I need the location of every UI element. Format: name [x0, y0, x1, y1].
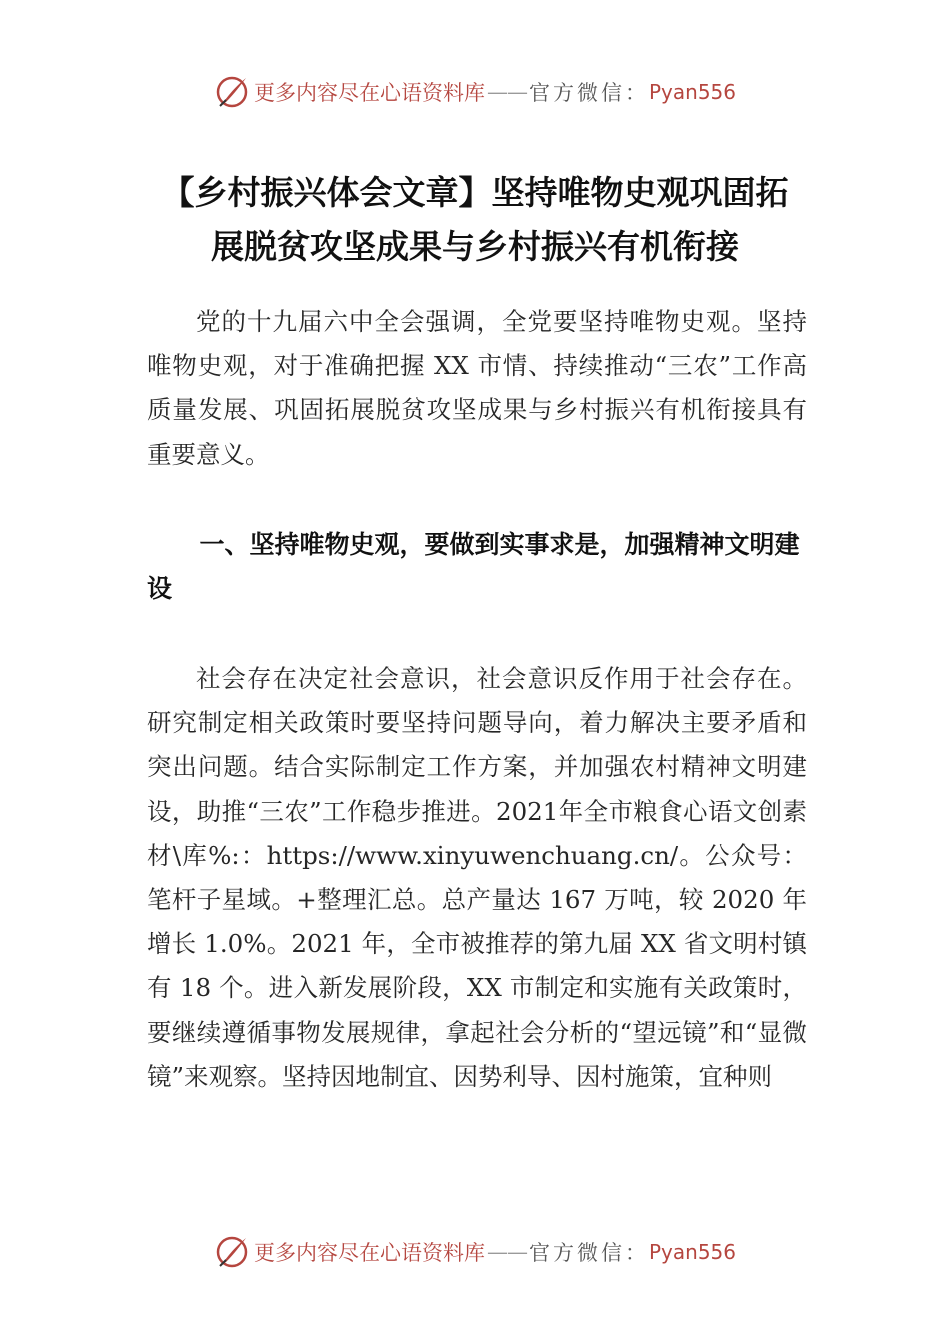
banner-wechat-label: 官方微信： [528, 81, 649, 105]
banner-wechat-id: Pyan556 [648, 1240, 736, 1264]
section-heading-1: 一、坚持唯物史观，要做到实事求是，加强精神文明建设 [147, 530, 800, 603]
paragraph-intro: 党的十九届六中全会强调，全党要坚持唯物史观。坚持唯物史观，对于准确把握 XX 市情、持续推动“三农”工作高质量发展、巩固拓展脱贫攻坚成果与乡村振兴有机衔接具有重要意义。 [147, 307, 807, 469]
title-line-1: 【乡村振兴体会文章】坚持唯物史观巩固拓 [161, 173, 789, 212]
banner-separator: —— [486, 80, 527, 104]
document-title [130, 166, 820, 274]
document-body [147, 300, 807, 1099]
quill-pen-logo-icon [214, 1234, 250, 1270]
banner-prefix-text: 更多内容尽在心语资料库 [253, 81, 485, 105]
banner-wechat-id: Pyan556 [648, 80, 736, 104]
title-line-2: 展脱贫攻坚成果与乡村振兴有机衔接 [211, 227, 739, 266]
paragraph-section-1: 社会存在决定社会意识，社会意识反作用于社会存在。研究制定相关政策时要坚持问题导向，着力解决主要矛盾和突出问题。结合实际制定工作方案，并加强农村精神文明建设，助推“三农”工作稳步推进。2021年全市粮食心语文创素材\库%:：https://www.xinyuwenchuang.cn/。公众号：笔杆子星域。+整理汇总。总产量达 167 万吨，较 2020 年增长 1.0%。2021 年，全市被推荐的第九届 XX 省文明村镇有 18 个。进入新发展阶段，XX 市制定和实施有关政策时，要继续遵循事物发展规律，拿起社会分析的“望远镜”和“显微镜”来观察。坚持因地制宜、因势利导、因村施策，宜种则 [147, 664, 807, 1091]
banner-wechat-label: 官方微信： [528, 1241, 649, 1265]
banner-prefix-text: 更多内容尽在心语资料库 [253, 1241, 485, 1265]
footer-banner [0, 1232, 950, 1272]
header-banner [0, 72, 950, 112]
quill-pen-logo-icon [214, 74, 250, 110]
banner-separator: —— [486, 1240, 527, 1264]
